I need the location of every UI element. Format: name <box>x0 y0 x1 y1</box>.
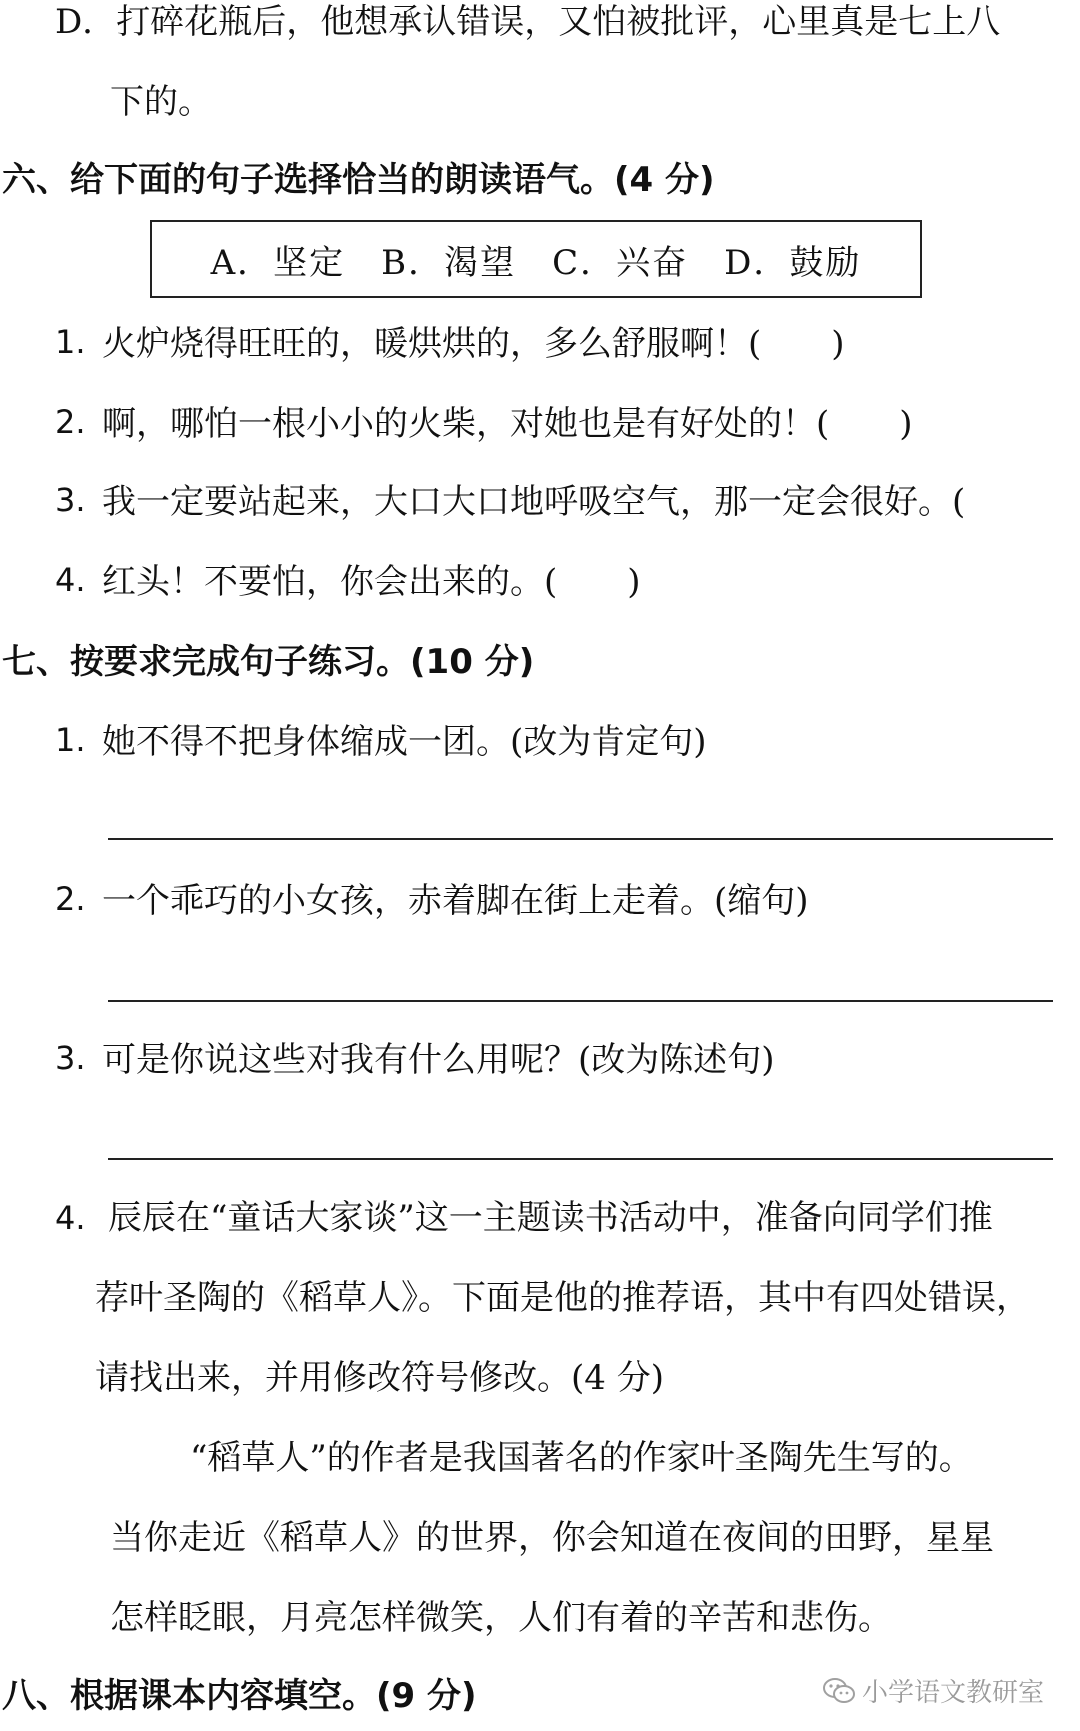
option-d-line2: 下的。 <box>110 82 212 122</box>
section7-heading: 七、按要求完成句子练习。(10 分) <box>2 642 535 682</box>
s7-item4-line3: 请找出来，并用修改符号修改。(4 分) <box>95 1358 664 1398</box>
s7-item3-text: 可是你说这些对我有什么用呢？(改为陈述句) <box>102 1040 775 1080</box>
tone-options-text: A．坚定 B．渴望 C．兴奋 D．鼓励 <box>210 242 862 283</box>
s7-item3-answer-line[interactable] <box>108 1158 1053 1160</box>
s7-item3-number: 3. <box>55 1039 86 1077</box>
tone-options-box <box>150 220 922 298</box>
s6-item4-text: 红头！不要怕，你会出来的。( ) <box>102 562 641 602</box>
watermark-text: 小学语文教研室 <box>861 1678 1044 1708</box>
s7-item1-number: 1. <box>55 721 86 759</box>
s7-item2-answer-line[interactable] <box>108 1000 1053 1002</box>
section6-heading: 六、给下面的句子选择恰当的朗读语气。(4 分) <box>2 160 715 200</box>
watermark <box>822 1672 1044 1709</box>
option-d-line1: D．打碎花瓶后，他想承认错误，又怕被批评，心里真是七上八 <box>55 2 1001 42</box>
s7-item4-number: 4. <box>55 1199 86 1237</box>
s6-item2-text: 啊，哪怕一根小小的火柴，对她也是有好处的！( ) <box>102 404 913 444</box>
wechat-icon <box>822 1677 856 1705</box>
s7-item4-line1: 辰辰在“童话大家谈”这一主题读书活动中，准备向同学们推 <box>108 1198 993 1238</box>
s6-item1-number: 1. <box>55 323 86 361</box>
s6-item3-number: 3. <box>55 481 86 519</box>
recommendation-passage-line2: 当你走近《稻草人》的世界，你会知道在夜间的田野，星星 <box>110 1518 994 1558</box>
s6-item1-text: 火炉烧得旺旺的，暖烘烘的，多么舒服啊！( ) <box>102 324 845 364</box>
recommendation-passage-line1: “稻草人”的作者是我国著名的作家叶圣陶先生写的。 <box>190 1438 973 1478</box>
s7-item4-line2: 荐叶圣陶的《稻草人》。下面是他的推荐语，其中有四处错误， <box>95 1278 1030 1318</box>
s7-item2-text: 一个乖巧的小女孩，赤着脚在街上走着。(缩句) <box>102 881 809 921</box>
s7-item2-number: 2. <box>55 880 86 918</box>
s6-item4-number: 4. <box>55 561 86 599</box>
recommendation-passage-line3: 怎样眨眼，月亮怎样微笑，人们有着的辛苦和悲伤。 <box>110 1598 892 1638</box>
s6-item2-number: 2. <box>55 403 86 441</box>
s6-item3-text: 我一定要站起来，大口大口地呼吸空气，那一定会很好。( <box>102 482 966 522</box>
s7-item1-answer-line[interactable] <box>108 838 1053 840</box>
s7-item1-text: 她不得不把身体缩成一团。(改为肯定句) <box>102 722 707 762</box>
section8-heading: 八、根据课本内容填空。(9 分) <box>2 1676 477 1716</box>
